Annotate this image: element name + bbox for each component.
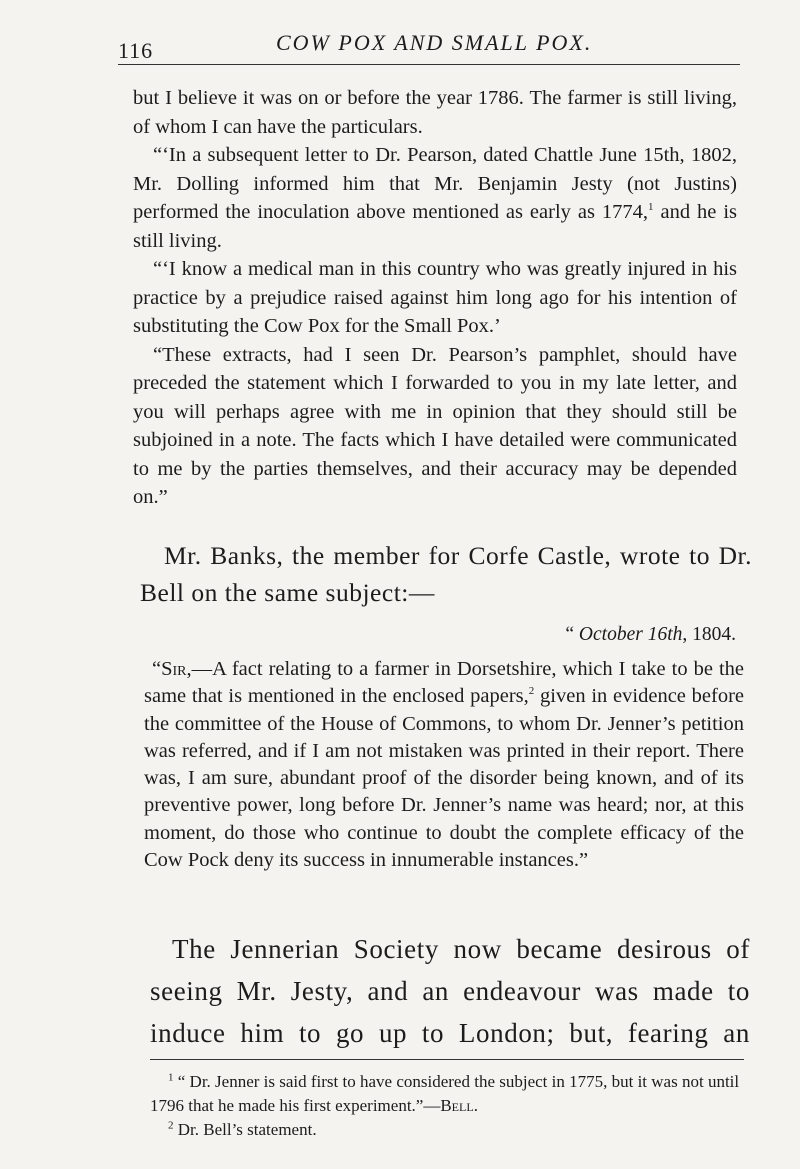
paragraph: but I believe it was on or before the year 1786. The farmer is still living, of whom I can have the particulars. bbox=[133, 87, 737, 138]
letter-body bbox=[144, 656, 744, 874]
footnote-ref[interactable]: 2 bbox=[528, 685, 535, 698]
footnote: $^1$ “ Dr. Jenner is said first to have considered the subject in 1775, but it was not until 1796 that he made his first experiment.”—Bell. bbox=[150, 1071, 740, 1115]
large-paragraph bbox=[150, 928, 750, 1054]
large-paragraph bbox=[140, 537, 752, 611]
page-header bbox=[118, 24, 738, 64]
header-rule bbox=[118, 64, 740, 65]
paragraph: “These extracts, had I seen Dr. Pearson’s pamphlet, should have preceded the statement which I forwarded to you in my late letter, and you will perhaps agree with me in opinion that they should still be subjoined in a note. The facts which I have detailed were communicated to me by the parties themselves, and their accuracy may be depended on.” bbox=[133, 343, 737, 508]
paragraph: “‘I know a medical man in this country who was greatly injured in his practice by a prejudice raised against him long ago for his intention of substituting the Cow Pox for the Small Pox.’ bbox=[133, 258, 737, 337]
footnote: $^2$ Dr. Bell’s statement. bbox=[168, 1119, 317, 1139]
body-text bbox=[133, 84, 737, 512]
paragraph: “Sir,—A fact relating to a farmer in Dorsetshire, which I take to be the same that is mentioned in the enclosed papers,$^2$ given in evidence before the committee of the House of Commons, to whom Dr. Jenner’s petition was referred, and if I am not mistaken was printed in their report. There was, I am sure, abundant proof of the disorder being known, and of its preventive power, long before Dr. Jenner’s name was heard; nor, at this moment, do those who continue to doubt the complete efficacy of the Cow Pock deny its success in innumerable instances.” bbox=[144, 658, 745, 872]
footnote-rule bbox=[150, 1059, 744, 1060]
paragraph: “‘In a subsequent letter to Dr. Pearson, dated Chattle June 15th, 1802, Mr. Dolling informed him that Mr. Benjamin Jesty (not Justins) performed the inoculation above mentioned as early as 1774,$^1$ and he is still living. bbox=[133, 144, 737, 252]
page-number: 116 bbox=[118, 38, 154, 63]
letter-date: “ October 16th, 1804. bbox=[565, 624, 736, 645]
running-title: COW POX AND SMALL POX. bbox=[276, 30, 593, 55]
footnotes bbox=[150, 1070, 748, 1142]
paragraph: Mr. Banks, the member for Corfe Castle, wrote to Dr. Bell on the same subject:— bbox=[140, 541, 752, 607]
paragraph: The Jennerian Society now became desirous of seeing Mr. Jesty, and an endeavour was made to induce him to go up to London; but, fearing an bbox=[150, 934, 750, 1048]
footnote-ref[interactable]: 1 bbox=[648, 201, 654, 214]
